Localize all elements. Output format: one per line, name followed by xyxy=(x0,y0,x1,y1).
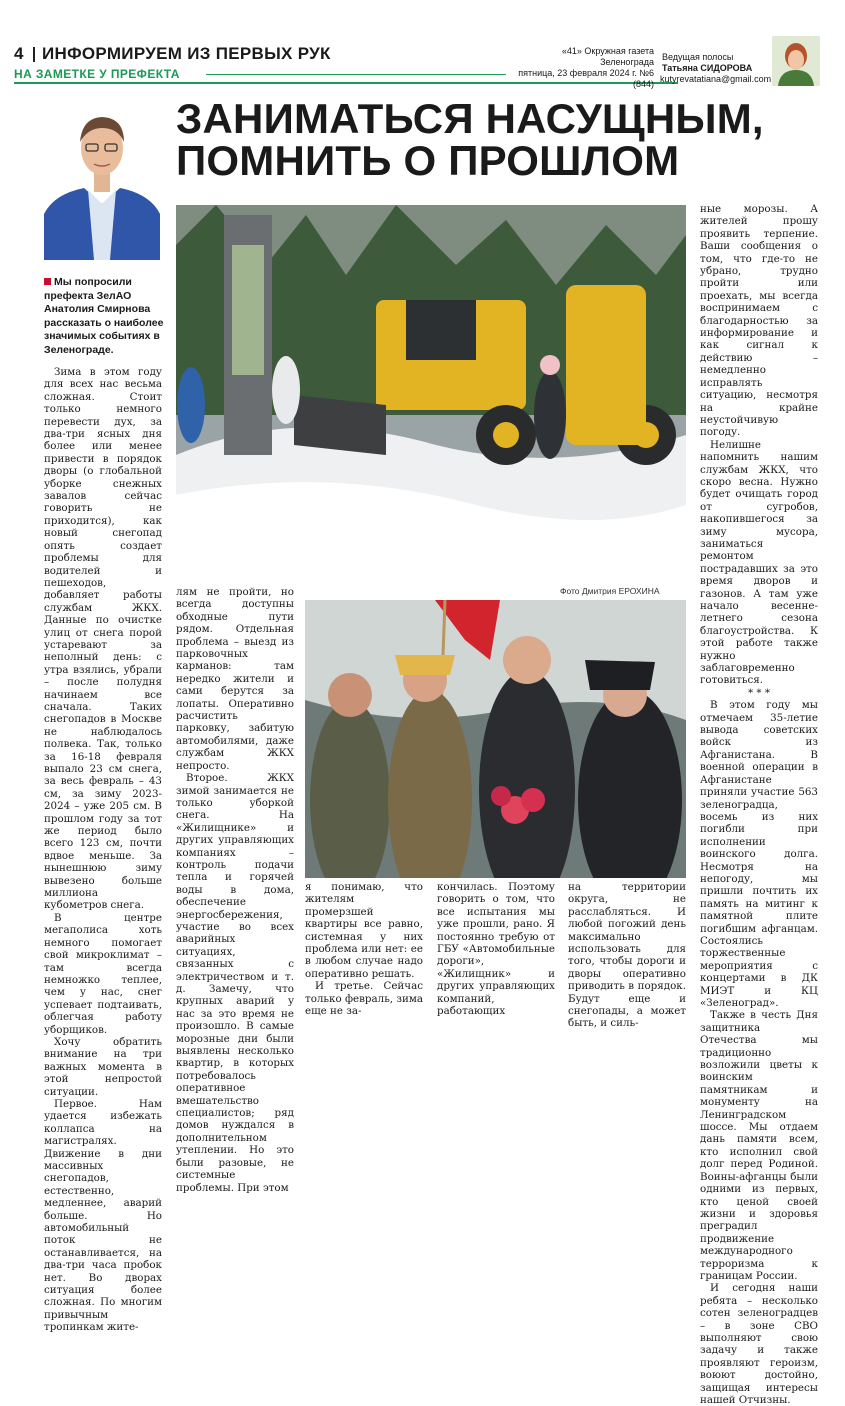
column-2 xyxy=(176,586,294,1194)
header-rule-thin xyxy=(206,74,506,75)
section-separator: * * * xyxy=(748,686,770,699)
column-6 xyxy=(700,203,818,1406)
page-number: 4 xyxy=(14,44,24,63)
paragraph: Хочу обратить внимание на три важных момента в этой непростой ситуации. xyxy=(44,1035,162,1098)
section-title: ИНФОРМИРУЕМ ИЗ ПЕРВЫХ РУК xyxy=(42,44,331,63)
rubric-label: НА ЗАМЕТКЕ У ПРЕФЕКТА xyxy=(14,67,180,81)
paragraph: Зима в этом году для всех нас весьма сложная. Стоит только немного перевести дух, за два-три ясных дня более или менее привести в порядок дворы (о глобальной уборке снежных завалов сейчас говорить не приходится), как новый снегопад опять создает проблемы для водителей и пешеходов, добавляет работы службам ЖКХ. Данные по очистке улиц от снега порой устаревают за неполный день: с утра взялись, убрали – после полудня начинаем все сначала. Таких снегопадов в Москве не наблюдалось полвека. Так, только за 16-18 февраля выпало 23 см снега, за весь февраль – 43 см, за зиму 2023-2024 – уже 205 см. В прошлом году за тот же период было всего 123 см, почти вдвое меньше. За нынешнюю зиму вывезено больше миллиона кубометров снега. xyxy=(44,366,162,912)
lead-marker-icon xyxy=(44,278,51,285)
lead-body: Мы попросили префекта ЗелАО Анатолия Смирнова рассказать о наиболее значимых событиях в Зеленограде. xyxy=(44,276,164,356)
paragraph: ные морозы. А жителей прошу проявить терпение. Ваши сообщения о том, что где-то не убрано, трудно пройти или проехать, мы всегда воспринимаем с благодарностью за информирование и как сигнал к действию – немедленно исправлять ситуацию, несмотря на крайне неустойчивую погоду. xyxy=(700,203,818,439)
lead-text xyxy=(44,276,164,357)
paragraph: кончилась. Поэтому говорить о том, что все испытания мы уже прошли, рано. Я постоянно требую от ГБУ «Автомобильные дороги», «Жилищник» и других управляющих компаний, работающих xyxy=(437,881,555,1018)
editor-photo xyxy=(772,36,820,86)
headline-line-2: ПОМНИТЬ О ПРОШЛОМ xyxy=(176,137,680,184)
paragraph: лям не пройти, но всегда доступны обходные пути рядом. Отдельная проблема – выезд из парковочных карманов: там нередко жители и сами берутся за лопаты. Оперативно расчистить парковку, забитую автомобилями, даже службам ЖКХ непросто. xyxy=(176,586,294,772)
paragraph: на территории округа, не расслабляться. И любой погожий день максимально использовать для того, чтобы дороги и дворы оперативно приводить в порядок. Будут еще и снегопады, а может быть, и силь- xyxy=(568,881,686,1030)
paragraph: я понимаю, что жителям промерзшей квартиры все равно, системная у них проблема или нет: ее в любом случае надо оперативно решать. xyxy=(305,881,423,980)
column-1 xyxy=(44,366,162,1334)
editor-email[interactable]: kutyrevatatiana@gmail.com xyxy=(660,74,772,84)
column-5 xyxy=(568,881,686,1030)
header-divider xyxy=(33,47,35,62)
column-3 xyxy=(305,881,423,1017)
editor-info xyxy=(662,52,752,74)
paragraph: В центре мегаполиса хоть немного помогает свой микроклимат – там всегда немножко теплее, чем у нас, снег успевает подтаивать, облегчая работу уборщиков. xyxy=(44,911,162,1036)
paper-info xyxy=(514,46,654,90)
paragraph: Также в честь Дня защитника Отечества мы традиционно возложили цветы к воинским памятникам и монументу на Ленинградском шоссе. Мы отдаем дань памяти всем, кто исполнил свой долг перед Родиной. Воины-афганцы были одними из первых, кто ценой своей жизни и здоровья преградил продвижение международного терроризма к границам России. xyxy=(700,1009,818,1282)
paragraph: В этом году мы отмечаем 35-летие вывода советских войск из Афганистана. В военной операции в Афганистане приняли участие 563 зеленоградца, восемь из них погибли при исполнении воинского долга. Несмотря на непогоду, мы пришли почтить их память на митинг к памятной плите погибшим афганцам. Состоялись торжественные мероприятия с концертами в ДК МИЭТ и КЦ «Зеленоград». xyxy=(700,699,818,1009)
paragraph: И сегодня наши ребята – несколько сотен зеленоградцев – в зоне СВО выполняют свою задачу и также проявляют героизм, воюют достойно, защищая интересы нашей Отчизны. xyxy=(700,1282,818,1406)
headline-line-1: ЗАНИМАТЬСЯ НАСУЩНЫМ, xyxy=(176,95,764,142)
issue-date: пятница, 23 февраля 2024 г. №6 (844) xyxy=(518,68,654,89)
paragraph: И третье. Сейчас только февраль, зима еще не за- xyxy=(305,980,423,1018)
snow-cleaning-photo xyxy=(176,205,686,583)
paragraph: Первое. Нам удается избежать коллапса на магистралях. Движение в дни массивных снегопадов, естественно, медленнее, аварий больше. Но автомобильный поток не останавливается, на два-три часа пробок нет. Во дворах ситуация более сложная. По многим привычным тропинкам жите- xyxy=(44,1097,162,1334)
editor-name: Татьяна СИДОРОВА xyxy=(662,63,753,73)
paper-name: «41» Окружная газета Зеленограда xyxy=(561,46,654,67)
photo-credit: Фото Дмитрия ЕРОХИНА xyxy=(560,586,660,596)
memorial-photo xyxy=(305,600,686,878)
paragraph: Второе. ЖКХ зимой занимается не только уборкой снега. На «Жилищнике» и других управляющих компаниях – контроль подачи тепла и горячей воды в дома, обеспечение энергосбережения, участие во всех аварийных ситуациях, связанных с электричеством и т. д. Замечу, что крупных аварий у нас за это время не произошло. В самые морозные дни были выявлены несколько квартир, в которых потребовалось оперативное вмешательство специалистов; ряд домов нуждался в дополнительном утеплении. Но это были разовые, не системные проблемы. При этом xyxy=(176,772,294,1194)
paragraph: Нелишне напомнить нашим службам ЖКХ, что скоро весна. Нужно будет очищать город от сугробов, накопившегося за зиму мусора, заниматься ремонтом пострадавших за это время дворов и газонов. А там уже начало весенне-летнего сезона благоустройства. К этой работе также нужно заблаговременно готовиться. xyxy=(700,438,818,687)
editor-label: Ведущая полосы xyxy=(662,52,734,62)
column-4 xyxy=(437,881,555,1017)
headline xyxy=(176,95,816,184)
prefect-portrait xyxy=(44,104,160,260)
